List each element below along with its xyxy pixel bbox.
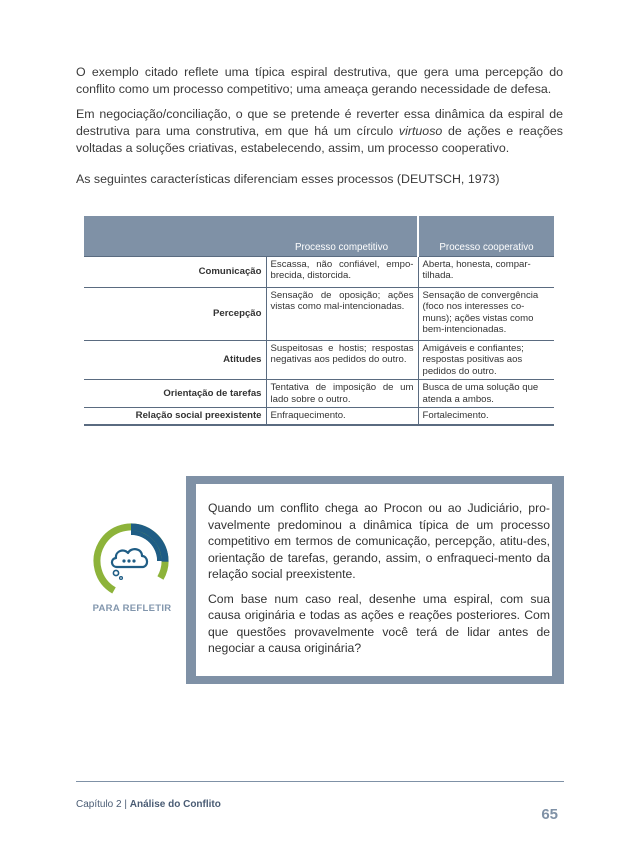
italic-word: virtuoso <box>398 124 443 138</box>
cooperative-cell: Aberta, honesta, compar-tilhada. <box>418 256 554 287</box>
cooperative-cell: Sensação de convergência (foco nos interesses co-muns); ações vistas como bem-intencionadas. <box>418 287 554 340</box>
reflection-box <box>76 476 564 684</box>
competitive-cell: Suspeitosas e hostis; respostas negativas aos pedidos do outro. <box>266 340 418 380</box>
negotiation-paragraph <box>76 106 563 157</box>
comparison-table <box>84 216 554 426</box>
paragraph-text-start: Em negociação/conciliação, o que se pretende é reverter essa dinâmica da espiral de destrutiva para uma construtiva, em que há um círculo <box>76 107 563 138</box>
competitive-cell: Enfraquecimento. <box>266 408 418 425</box>
table-header-row <box>84 216 554 256</box>
row-label: Percepção <box>84 287 266 340</box>
reflection-question: Com base num caso real, desenhe uma espiral, com sua causa originária e todas as ações e reações posteriores. Com que questões provavelmente você terá de lidar antes de negociar a causa originária? <box>208 591 550 655</box>
cooperative-cell: Fortalecimento. <box>418 408 554 425</box>
footer-divider <box>76 781 564 782</box>
row-label: Comunicação <box>84 256 266 287</box>
table-row <box>84 408 554 425</box>
header-cooperative: Processo cooperativo <box>418 216 554 256</box>
reflection-sidebar <box>76 476 186 684</box>
intro-paragraph: O exemplo citado reflete uma típica espiral destrutiva, que gera uma percepção do conflito como um processo competitivo; uma ameaça gerando necessidade de defesa. <box>76 65 563 96</box>
reflection-text <box>208 500 550 665</box>
header-competitive: Processo competitivo <box>294 241 389 253</box>
table-row <box>84 287 554 340</box>
chapter-title: Análise do Conflito <box>129 799 221 810</box>
table-row <box>84 256 554 287</box>
chapter-number: Capítulo 2 <box>76 799 122 810</box>
chapter-separator: | <box>121 799 130 810</box>
reflection-label: PARA REFLETIR <box>92 603 172 614</box>
row-label: Relação social preexistente <box>84 408 266 425</box>
paragraph-text-end: de ações e reações voltadas a soluções criativas, estabelecendo, assim, um processo cooperativo. <box>76 124 563 155</box>
header-empty <box>84 216 266 256</box>
table-row <box>84 380 554 408</box>
comparison-table-wrapper <box>84 216 554 426</box>
reflection-paragraph: Quando um conflito chega ao Procon ou ao Judiciário, pro-vavelmente predominou a dinâmica típica de um processo competitivo em termos de comunicação, percepção, atitu-des, orientação de tarefas, gerando, assim, o enfraqueci-mento da relação social preexistente. <box>208 501 550 581</box>
row-label: Orientação de tarefas <box>84 380 266 408</box>
thought-cloud-icon <box>93 523 169 599</box>
page-number: 65 <box>541 806 558 823</box>
table-intro-paragraph: As seguintes características diferenciam esses processos (DEUTSCH, 1973) <box>76 172 500 186</box>
competitive-cell: Tentativa de imposição de um lado sobre o outro. <box>266 380 418 408</box>
cooperative-cell: Busca de uma solução que atenda a ambos. <box>418 380 554 408</box>
footer-chapter <box>76 799 221 810</box>
table-row <box>84 340 554 380</box>
cooperative-cell: Amigáveis e confiantes; respostas positivas aos pedidos do outro. <box>418 340 554 380</box>
competitive-cell: Escassa, não confiável, empo-brecida, distorcida. <box>266 256 418 287</box>
competitive-cell: Sensação de oposição; ações vistas como mal-intencionadas. <box>266 287 418 340</box>
row-label: Atitudes <box>84 340 266 380</box>
